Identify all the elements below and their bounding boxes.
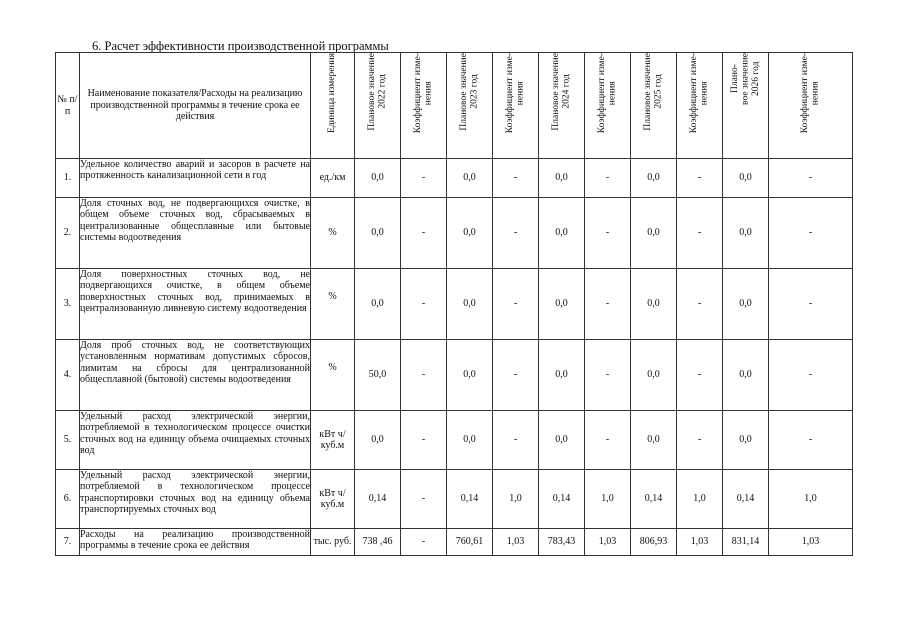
- value-coef-5: -: [769, 269, 853, 340]
- header-coef-2: Коэффициент изме- нения: [493, 53, 539, 159]
- value-coef-1: -: [401, 159, 447, 198]
- value-plan-2026: 0,0: [723, 159, 769, 198]
- value-coef-2: -: [493, 411, 539, 470]
- value-plan-2025: 0,0: [631, 340, 677, 411]
- unit-cell: ед./км: [311, 159, 355, 198]
- value-plan-2022: 0,14: [355, 470, 401, 529]
- row-number: 3.: [56, 269, 80, 340]
- value-plan-2023: 760,61: [447, 529, 493, 556]
- value-plan-2023: 0,0: [447, 159, 493, 198]
- value-plan-2026: 0,0: [723, 198, 769, 269]
- value-plan-2026: 831,14: [723, 529, 769, 556]
- value-coef-3: 1,03: [585, 529, 631, 556]
- table-row: [56, 159, 853, 198]
- value-coef-2: -: [493, 198, 539, 269]
- value-plan-2023: 0,14: [447, 470, 493, 529]
- indicator-name: Удельный расход электрической энергии, потребляемой в технологическом процессе очистки сточных вод на единицу объема очищаемых сточных вод: [80, 411, 311, 470]
- value-coef-5: 1,0: [769, 470, 853, 529]
- value-coef-4: -: [677, 198, 723, 269]
- value-plan-2025: 0,0: [631, 269, 677, 340]
- table-row: [56, 470, 853, 529]
- unit-cell: %: [311, 340, 355, 411]
- header-coef-5: Коэффициент изме- нения: [769, 53, 853, 159]
- value-plan-2026: 0,0: [723, 411, 769, 470]
- value-coef-4: -: [677, 159, 723, 198]
- value-coef-1: -: [401, 269, 447, 340]
- row-number: 1.: [56, 159, 80, 198]
- value-plan-2026: 0,0: [723, 269, 769, 340]
- row-number: 6.: [56, 470, 80, 529]
- value-plan-2025: 0,14: [631, 470, 677, 529]
- value-plan-2025: 806,93: [631, 529, 677, 556]
- value-plan-2024: 0,0: [539, 340, 585, 411]
- table-row: [56, 529, 853, 556]
- value-plan-2026: 0,0: [723, 340, 769, 411]
- value-plan-2024: 0,0: [539, 159, 585, 198]
- value-plan-2023: 0,0: [447, 411, 493, 470]
- indicator-name: Доля проб сточных вод, не соответствующих установленным нормативам допустимых сбросов, лимитам на сбросы для централизованной общесплавной (бытовой) системы водоотведения: [80, 340, 311, 411]
- indicator-name: Удельное количество аварий и засоров в расчете на протяженность канализационной сети в год: [80, 159, 311, 198]
- row-number: 4.: [56, 340, 80, 411]
- unit-cell: тыс. руб.: [311, 529, 355, 556]
- row-number: 5.: [56, 411, 80, 470]
- value-coef-5: -: [769, 411, 853, 470]
- value-coef-2: -: [493, 269, 539, 340]
- value-plan-2025: 0,0: [631, 411, 677, 470]
- section-title: 6. Расчет эффективности производственной программы: [92, 39, 389, 53]
- header-num: № п/п: [56, 53, 80, 159]
- value-plan-2026: 0,14: [723, 470, 769, 529]
- unit-cell: кВт ч/куб.м: [311, 411, 355, 470]
- value-plan-2022: 50,0: [355, 340, 401, 411]
- value-coef-2: 1,0: [493, 470, 539, 529]
- value-coef-5: -: [769, 198, 853, 269]
- unit-cell: %: [311, 198, 355, 269]
- value-plan-2022: 0,0: [355, 411, 401, 470]
- indicator-name: Доля поверхностных сточных вод, не подвергающихся очистке, в общем объеме поверхностных сточных вод, принимаемых в централизованную ливневую систему водоотведения: [80, 269, 311, 340]
- indicator-name: Удельный расход электрической энергии, потребляемой в технологическом процессе транспортировки сточных вод на единицу объема транспортируемых сточных вод: [80, 470, 311, 529]
- row-number: 2.: [56, 198, 80, 269]
- value-coef-4: -: [677, 340, 723, 411]
- header-plan-2024: Плановое значение 2024 год: [539, 53, 585, 159]
- indicator-name: Доля сточных вод, не подвергающихся очистке, в общем объеме сточных вод, сбрасываемых в централизованные общесплавные или бытовые системы водоотведения: [80, 198, 311, 269]
- value-coef-3: -: [585, 198, 631, 269]
- value-coef-5: -: [769, 340, 853, 411]
- value-coef-3: -: [585, 411, 631, 470]
- header-plan-2022: Плановое значение 2022 год: [355, 53, 401, 159]
- value-coef-3: 1,0: [585, 470, 631, 529]
- value-coef-4: 1,0: [677, 470, 723, 529]
- value-coef-4: 1,03: [677, 529, 723, 556]
- value-coef-1: -: [401, 411, 447, 470]
- header-coef-1: Коэффициент изме- нения: [401, 53, 447, 159]
- value-plan-2025: 0,0: [631, 198, 677, 269]
- value-plan-2022: 0,0: [355, 269, 401, 340]
- table-row: [56, 340, 853, 411]
- value-coef-1: -: [401, 470, 447, 529]
- header-plan-2026: Плано- вое значение 2026 год: [723, 53, 769, 159]
- header-plan-2025: Плановое значение 2025 год: [631, 53, 677, 159]
- header-unit: Единица измерения: [311, 53, 355, 159]
- value-plan-2022: 0,0: [355, 198, 401, 269]
- indicator-name: Расходы на реализацию производственной программы в течение срока ее действия: [80, 529, 311, 556]
- value-coef-2: -: [493, 159, 539, 198]
- header-coef-4: Коэффициент изме- нения: [677, 53, 723, 159]
- value-plan-2023: 0,0: [447, 198, 493, 269]
- efficiency-table: [55, 52, 853, 556]
- header-row: [56, 53, 853, 159]
- value-plan-2022: 738 ,46: [355, 529, 401, 556]
- value-coef-1: -: [401, 198, 447, 269]
- value-coef-4: -: [677, 411, 723, 470]
- value-plan-2024: 0,0: [539, 198, 585, 269]
- header-plan-2023: Плановое значение 2023 год: [447, 53, 493, 159]
- value-coef-3: -: [585, 269, 631, 340]
- header-coef-3: Коэффициент изме- нения: [585, 53, 631, 159]
- value-coef-3: -: [585, 340, 631, 411]
- value-coef-4: -: [677, 269, 723, 340]
- table-row: [56, 269, 853, 340]
- header-name: Наименование показателя/Расходы на реализацию производственной программы в течение срока ее действия: [80, 53, 311, 159]
- value-plan-2025: 0,0: [631, 159, 677, 198]
- value-coef-5: -: [769, 159, 853, 198]
- unit-cell: %: [311, 269, 355, 340]
- value-coef-3: -: [585, 159, 631, 198]
- value-coef-2: -: [493, 340, 539, 411]
- value-coef-1: -: [401, 340, 447, 411]
- row-number: 7.: [56, 529, 80, 556]
- value-plan-2024: 0,14: [539, 470, 585, 529]
- value-coef-5: 1,03: [769, 529, 853, 556]
- unit-cell: кВт ч/куб.м: [311, 470, 355, 529]
- value-plan-2023: 0,0: [447, 340, 493, 411]
- value-plan-2022: 0,0: [355, 159, 401, 198]
- value-coef-1: -: [401, 529, 447, 556]
- value-coef-2: 1,03: [493, 529, 539, 556]
- table-row: [56, 411, 853, 470]
- value-plan-2024: 0,0: [539, 269, 585, 340]
- value-plan-2024: 0,0: [539, 411, 585, 470]
- value-plan-2024: 783,43: [539, 529, 585, 556]
- value-plan-2023: 0,0: [447, 269, 493, 340]
- table-row: [56, 198, 853, 269]
